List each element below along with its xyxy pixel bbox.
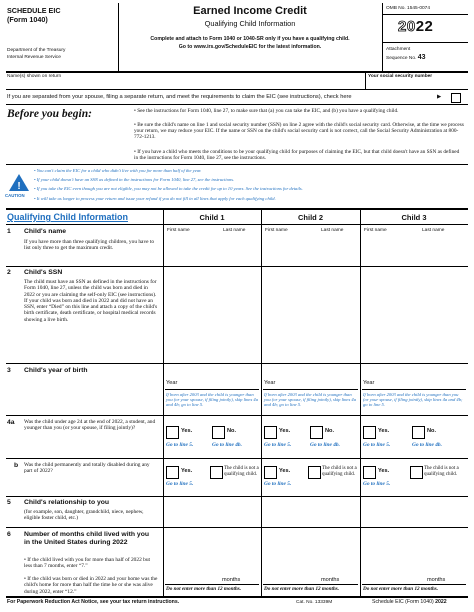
caution-bullet-2: • If your child doesn't have an SSN as defined in the instructions for Form 1040, line 27, see the instructions. [34,177,235,183]
footer-form-id-text: Schedule EIC (Form 1040) [372,599,436,605]
separated-notice: If you are separated from your spouse, filing a separate return, and meet the requirements to claim the EIC (see instructions), check here [7,94,352,100]
line-4b-text: Was the child permanently and totally disabled during any part of 2022? [24,462,150,475]
child-3-4a-no-label: No. [427,428,437,434]
line-1-number: 1 [7,228,11,235]
before-bullet-2: • Be sure the child's name on line 1 and social security number (SSN) on line 2 agree with the child's social security card. Otherwise, at the time we process your return, we may reduce your EIC. If the name or SSN on the child's social security card is not correct, call the Social Security Administration at 800-772-1213. [134,122,464,141]
before-bullet-3: • If you have a child who meets the conditions to be your qualifying child for purposes of claiming the EIC, but that child doesn't have an SSN as defined in the instructions for Form 1040, line 27, see the instructions. [134,149,460,162]
child-3-year-label: Year [363,380,375,386]
line-5-title: Child's relationship to you [24,499,110,506]
caution-bullet-1-text: You can't claim the EIC for a child who didn't live with you for more than half of the year. [36,168,202,173]
ssn-field[interactable] [368,79,466,88]
line-6-bullet-1-text: If the child lived with you for more than half of 2022 but less than 7 months, enter “7.” [24,557,151,570]
form-title: Earned Income Credit [193,5,307,17]
name-field[interactable] [7,79,362,88]
attach-instruction: Complete and attach to Form 1040 or 1040-SR only if you have a qualifying child. [150,36,350,42]
child-1-year-field[interactable] [183,381,257,388]
child-1-4a-yes-checkbox[interactable] [166,426,179,439]
line-5-number: 5 [7,499,11,506]
child-2-months-note: Do not enter more than 12 months. [264,586,340,592]
line-1-text: If you have more than three qualifying children, you have to list only three to get the maximum credit. [24,239,155,252]
website-instruction: Go to www.irs.gov/ScheduleEIC for the latest information. [178,44,322,50]
child-3-name-field[interactable] [362,235,466,263]
child-1-4a-goto-5: Go to line 5. [166,442,194,448]
footer-form-year: 2022 [435,599,447,605]
child-3-4a-goto-4b: Go to line 4b. [412,442,442,448]
child-2-4a-yes-checkbox[interactable] [264,426,277,439]
child-3-months-field[interactable] [363,575,425,583]
child-2-year-field[interactable] [281,381,356,388]
line-2-text: The child must have an SSN as defined in the instructions for Form 1040, line 27, unless the child was born and died in 2022 or you are claiming the self-only EIC (see instructions). If your child was born and died in 2022 and did not have an SSN, enter “Died” on this line and attach a copy of the child's birth certificate, death certificate, or hospital medical records showing a live birth. [24,279,158,323]
child-3-months-note: Do not enter more than 12 months. [363,586,439,592]
sequence-number: 43 [417,54,426,61]
child-2-relationship-field[interactable] [263,500,358,524]
child-2-last-name-label: Last name [321,228,344,233]
line-2-number: 2 [7,269,11,276]
before-heading: Before you begin: [7,108,92,120]
child-3-4b-goto-5: Go to line 5. [363,481,391,487]
line-4a-text: Was the child under age 24 at the end of 2022, a student, and younger than you (or your spouse, if filing jointly)? [24,419,156,432]
footer-notice: For Paperwork Reduction Act Notice, see your tax return instructions. [7,599,180,605]
before-bullet-1-text: See the instructions for Form 1040, line 27, to make sure that (a) you can take the EIC, and (b) you have a qualifying child. [137,108,399,114]
tax-year-suffix: 22 [415,18,434,35]
caution-bullet-1: • You can't claim the EIC for a child who didn't live with you for more than half of the year. [34,168,202,173]
child-3-4b-yes-checkbox[interactable] [363,466,376,479]
dept-irs: Internal Revenue Service [7,55,61,60]
form-label: (Form 1040) [7,15,48,24]
child-1-months-label: months [222,577,241,583]
child-3-header: Child 3 [401,213,427,222]
child-2-name-field[interactable] [263,235,358,263]
line-2-title: Child's SSN [24,269,63,276]
before-bullet-1: • See the instructions for Form 1040, line 27, to make sure that (a) you can take the EIC, and (b) you have a qualifying child. [134,108,399,114]
child-2-header: Child 2 [297,213,323,222]
child-3-4a-yes-checkbox[interactable] [363,426,376,439]
child-1-4a-no-label: No. [227,428,237,434]
child-3-year-field[interactable] [380,381,464,388]
child-1-4b-yes-label: Yes. [181,468,193,474]
footer-form-id [372,599,447,605]
child-1-months-field[interactable] [166,575,220,583]
child-2-4a-yes-label: Yes. [279,428,291,434]
child-2-4a-no-checkbox[interactable] [310,426,323,439]
child-1-last-name-label: Last name [223,228,246,233]
child-1-first-name-label: First name [167,228,190,233]
line-4a-number: 4a [7,419,15,426]
before-bullet-2-text: Be sure the child's name on line 1 and social security number (SSN) on line 2 agree with the child's social security card. Otherwise, at the time we process your return, we may reduce your EIC. If the name or SSN on the child's social security card is not correct, call the Social Security Administration at 800-772-1213. [134,122,464,141]
child-2-4b-no-checkbox[interactable] [308,466,321,479]
child-3-ssn-field[interactable] [362,269,466,359]
child-1-name-field[interactable] [165,235,259,263]
child-2-4a-goto-4b: Go to line 4b. [310,442,340,448]
child-1-4a-yes-label: Yes. [181,428,193,434]
child-3-4b-not-qualifying: The child is not a qualifying child. [424,466,459,477]
attachment-label: Attachment [386,47,411,52]
child-2-year-note: If born after 2003 and the child is younger than you (or your spouse, if filing jointly), skip lines 4a and 4b; go to line 5. [264,392,356,408]
ssn-label: Your social security number [368,74,433,79]
child-2-4b-yes-label: Yes. [279,468,291,474]
child-1-year-label: Year [166,380,178,386]
child-2-4b-yes-checkbox[interactable] [264,466,277,479]
child-3-4a-no-checkbox[interactable] [412,426,425,439]
line-4b-number: b [14,462,19,469]
child-2-4a-no-label: No. [325,428,335,434]
child-1-4b-no-checkbox[interactable] [210,466,223,479]
form-subtitle: Qualifying Child Information [204,19,296,28]
caution-label: CAUTION [5,193,25,198]
caution-bullet-4-text: It will take us longer to process your return and issue your refund if you do not fill in all lines that apply for each qualifying child. [36,195,276,201]
tax-year-prefix: 20 [398,18,416,35]
caution-icon [8,173,30,192]
child-2-4a-goto-5: Go to line 5. [264,442,292,448]
section-title: Qualifying Child Information [7,212,128,222]
child-1-4a-no-checkbox[interactable] [212,426,225,439]
child-1-months-note: Do not enter more than 12 months. [166,586,242,592]
sequence-label [386,54,426,61]
line-6-title: Number of months child lived with you in the United States during 2022 [24,531,149,546]
caution-bullet-3-text: If you take the EIC even though you are not eligible, you may not be allowed to take the credit for up to 10 years. See the instructions for details. [36,186,303,192]
child-1-relationship-field[interactable] [165,500,259,524]
line-6-bullet-2-text: If the child was born or died in 2022 and your home was the child's home for more than half the time he or she was alive during 2022, enter “12.” [24,576,158,595]
catalog-number: Cat. No. 13339M [296,600,333,605]
line-5-text: (for example, son, daughter, grandchild, niece, nephew, eligible foster child, etc.) [24,509,144,522]
child-2-ssn-field[interactable] [263,269,358,359]
child-2-4b-goto-5: Go to line 5. [264,481,292,487]
before-bullet-3-text: If you have a child who meets the conditions to be your qualifying child for purposes of claiming the EIC, but that child doesn't have an SSN as defined in the instructions for Form 1040, line 27, see the instructions. [134,149,460,162]
child-2-year-label: Year [264,380,276,386]
child-3-last-name-label: Last name [422,228,445,233]
child-3-months-label: months [427,577,446,583]
caution-bullet-4: • It will take us longer to process your return and issue your refund if you do not fill in all lines that apply for each qualifying child. [34,195,276,201]
child-2-months-label: months [321,577,340,583]
sequence-text: Sequence No. [386,56,417,61]
caution-bullet-2-text: If your child doesn't have an SSN as defined in the instructions for Form 1040, line 27, see the instructions. [36,177,235,183]
omb-number: OMB No. 1545-0074 [386,6,430,11]
child-2-first-name-label: First name [265,228,288,233]
name-label: Name(s) shown on return [7,74,62,79]
child-3-4b-no-checkbox[interactable] [410,466,423,479]
line-3-number: 3 [7,367,11,374]
line-6-number: 6 [7,531,11,538]
child-3-4b-yes-label: Yes. [378,468,390,474]
separated-checkbox[interactable] [451,93,461,103]
caution-bullet-3: • If you take the EIC even though you are not eligible, you may not be allowed to take the credit for up to 10 years. See the instructions for details. [34,186,303,192]
dot-leader: ▶ [437,94,443,100]
child-1-4b-yes-checkbox[interactable] [166,466,179,479]
child-2-months-field[interactable] [264,575,319,583]
child-3-relationship-field[interactable] [362,500,466,524]
child-1-header: Child 1 [199,213,225,222]
child-1-4b-goto-5: Go to line 5. [166,481,194,487]
child-2-4b-not-qualifying: The child is not a qualifying child. [322,466,357,477]
child-3-year-note: If born after 2003 and the child is younger than you (or your spouse, if filing jointly), skip lines 4a and 4b; go to line 5. [363,392,463,408]
schedule-label: SCHEDULE EIC [7,6,61,15]
child-1-ssn-field[interactable] [165,269,259,359]
line-3-title: Child's year of birth [24,367,88,374]
child-3-4a-goto-5: Go to line 5. [363,442,391,448]
tax-year [398,18,433,35]
line-6-bullet-1: • If the child lived with you for more than half of 2022 but less than 7 months, enter “7.” [24,557,151,570]
child-3-first-name-label: First name [364,228,387,233]
dept-treasury: Department of the Treasury [7,48,66,53]
line-1-title: Child's name [24,228,67,235]
line-6-bullet-2: • If the child was born or died in 2022 and your home was the child's home for more than half the time he or she was alive during 2022, enter “12.” [24,576,158,595]
svg-text:!: ! [17,181,21,192]
child-1-4a-goto-4b: Go to line 4b. [212,442,242,448]
child-1-4b-not-qualifying: The child is not a qualifying child. [224,466,259,477]
child-3-4a-yes-label: Yes. [378,428,390,434]
child-1-year-note: If born after 2003 and the child is younger than you (or your spouse, if filing jointly), skip lines 4a and 4b; go to line 5. [166,392,258,408]
